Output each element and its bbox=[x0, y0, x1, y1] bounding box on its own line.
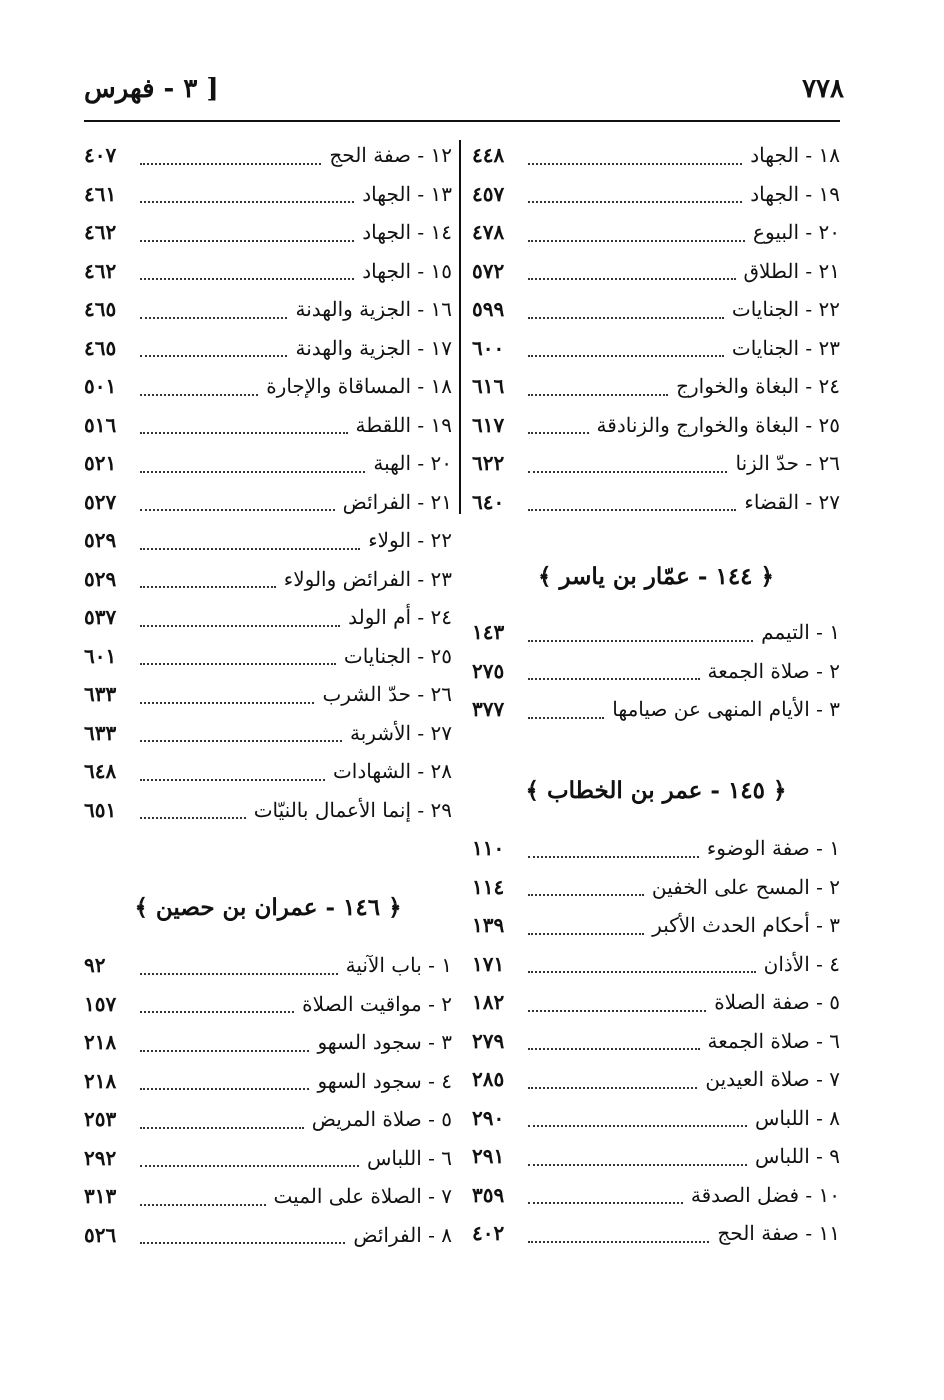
entry-page-number: ٢١٨ bbox=[84, 1068, 117, 1093]
index-entry bbox=[472, 652, 840, 691]
entry-title: ٢٤ - البغاة والخوارج bbox=[676, 374, 840, 399]
entry-page-number: ١٨٢ bbox=[472, 990, 505, 1015]
entry-page-number: ٢٩٢ bbox=[84, 1145, 117, 1170]
index-entry bbox=[84, 175, 452, 214]
entry-page-number: ٦١٧ bbox=[472, 412, 505, 437]
header-rule bbox=[84, 120, 840, 122]
index-entry bbox=[472, 983, 840, 1022]
index-entry bbox=[472, 829, 840, 868]
index-entry bbox=[84, 1177, 452, 1216]
entry-page-number: ٤٦٢ bbox=[84, 258, 117, 283]
entry-title: ٢ - المسح على الخفين bbox=[651, 874, 840, 899]
index-entry bbox=[472, 1176, 840, 1215]
entry-page-number: ٦٠١ bbox=[84, 643, 117, 668]
entry-title: ٢٠ - الهبة bbox=[373, 451, 452, 476]
dot-leader bbox=[528, 316, 724, 319]
dot-leader bbox=[140, 277, 354, 280]
entry-page-number: ٣١٣ bbox=[84, 1184, 117, 1209]
dot-leader bbox=[140, 624, 340, 627]
entry-page-number: ٦٣٣ bbox=[84, 682, 117, 707]
entry-page-number: ٤٦٢ bbox=[84, 220, 117, 245]
entry-page-number: ٢٥٣ bbox=[84, 1107, 117, 1132]
entry-page-number: ٤٠٧ bbox=[84, 143, 117, 168]
entry-title: ٢٣ - الفرائض والولاء bbox=[283, 566, 452, 591]
entry-page-number: ٥١٦ bbox=[84, 412, 117, 437]
dot-leader bbox=[528, 1009, 706, 1012]
dot-leader bbox=[528, 393, 668, 396]
index-entry bbox=[472, 290, 840, 329]
dot-leader bbox=[528, 508, 736, 511]
dot-leader bbox=[528, 639, 753, 642]
entry-title: ١ - التيمم bbox=[761, 620, 840, 645]
dot-leader bbox=[528, 162, 742, 165]
index-entry bbox=[84, 675, 452, 714]
entry-title: ٢٦ - حدّ الشرب bbox=[322, 682, 452, 707]
dot-leader bbox=[528, 970, 756, 973]
entry-title: ٢٥ - الجنايات bbox=[343, 643, 452, 668]
entry-page-number: ٢٧٥ bbox=[472, 658, 505, 683]
section-label: [ ٣ - فهرس bbox=[84, 74, 219, 104]
index-entry bbox=[472, 213, 840, 252]
entry-title: ٧ - صلاة العيدين bbox=[705, 1067, 840, 1092]
dot-leader bbox=[140, 972, 338, 975]
entry-page-number: ٢١٨ bbox=[84, 1030, 117, 1055]
right-list-a bbox=[472, 136, 840, 521]
dot-leader bbox=[528, 1163, 747, 1166]
dot-leader bbox=[140, 316, 287, 319]
entry-title: ٥ - صفة الصلاة bbox=[714, 990, 840, 1015]
dot-leader bbox=[140, 162, 321, 165]
dot-leader bbox=[140, 1010, 294, 1013]
entry-title: ١٩ - اللقطة bbox=[355, 412, 452, 437]
entry-title: ٢٠ - البيوع bbox=[753, 220, 840, 245]
index-entry bbox=[472, 1060, 840, 1099]
index-entry bbox=[84, 598, 452, 637]
dot-leader bbox=[140, 662, 336, 665]
dot-leader bbox=[528, 1047, 700, 1050]
index-entry bbox=[84, 791, 452, 830]
index-entry bbox=[472, 136, 840, 175]
index-entry bbox=[84, 290, 452, 329]
entry-title: ١٥ - الجهاد bbox=[362, 258, 452, 283]
entry-page-number: ٦٢٢ bbox=[472, 451, 505, 476]
entry-title: ٣ - الأيام المنهى عن صيامها bbox=[612, 697, 840, 722]
entry-page-number: ٤٤٨ bbox=[472, 143, 505, 168]
index-entry bbox=[84, 444, 452, 483]
index-entry bbox=[84, 329, 452, 368]
entry-title: ٢٣ - الجنايات bbox=[731, 335, 840, 360]
index-entry bbox=[84, 136, 452, 175]
entry-page-number: ٤٦٥ bbox=[84, 335, 117, 360]
index-entry bbox=[84, 714, 452, 753]
index-entry bbox=[472, 1022, 840, 1061]
entry-title: ١٣ - الجهاد bbox=[362, 181, 452, 206]
entry-title: ٢٢ - الولاء bbox=[368, 528, 452, 553]
entry-title: ٢ - صلاة الجمعة bbox=[707, 658, 840, 683]
entry-page-number: ٢٨٥ bbox=[472, 1067, 505, 1092]
dot-leader bbox=[140, 239, 354, 242]
index-entry bbox=[84, 521, 452, 560]
dot-leader bbox=[140, 778, 325, 781]
index-entry bbox=[84, 213, 452, 252]
entry-title: ٨ - الفرائض bbox=[353, 1222, 452, 1247]
dot-leader bbox=[528, 431, 589, 434]
entry-page-number: ١٤٣ bbox=[472, 620, 505, 645]
section-title-imran: ﴿ ١٤٦ - عمران بن حصين ﴾ bbox=[134, 893, 402, 921]
dot-leader bbox=[528, 855, 699, 858]
entry-page-number: ٥٢٦ bbox=[84, 1222, 117, 1247]
index-entry bbox=[84, 1062, 452, 1101]
entry-page-number: ٣٥٩ bbox=[472, 1182, 505, 1207]
dot-leader bbox=[140, 1087, 309, 1090]
index-entry bbox=[472, 1137, 840, 1176]
left-list-a bbox=[84, 136, 452, 829]
dot-leader bbox=[528, 354, 724, 357]
entry-page-number: ٥٩٩ bbox=[472, 297, 505, 322]
index-entry bbox=[472, 1214, 840, 1253]
entry-page-number: ٤٠٢ bbox=[472, 1221, 505, 1246]
entry-title: ٢٨ - الشهادات bbox=[332, 759, 452, 784]
entry-page-number: ٢٩١ bbox=[472, 1144, 505, 1169]
entry-title: ٢٩ - إنما الأعمال بالنيّات bbox=[253, 797, 452, 822]
index-entry bbox=[472, 329, 840, 368]
dot-leader bbox=[140, 739, 342, 742]
entry-title: ٢٧ - الأشربة bbox=[349, 720, 452, 745]
index-entry bbox=[472, 367, 840, 406]
index-entry bbox=[472, 483, 840, 522]
entry-title: ٩ - اللباس bbox=[754, 1144, 840, 1169]
entry-page-number: ٥٠١ bbox=[84, 374, 117, 399]
index-entry bbox=[84, 985, 452, 1024]
entry-title: ٦ - اللباس bbox=[366, 1145, 452, 1170]
dot-leader bbox=[528, 1201, 683, 1204]
entry-page-number: ٤٥٧ bbox=[472, 181, 505, 206]
entry-title: ٢٤ - أم الولد bbox=[348, 605, 452, 630]
dot-leader bbox=[140, 354, 287, 357]
left-section-b bbox=[84, 887, 452, 927]
index-entry bbox=[84, 946, 452, 985]
index-entry bbox=[472, 868, 840, 907]
entry-page-number: ٢٩٠ bbox=[472, 1105, 505, 1130]
entry-title: ١٤ - الجهاد bbox=[362, 220, 452, 245]
entry-page-number: ٤٦٥ bbox=[84, 297, 117, 322]
entry-title: ٢٥ - البغاة والخوارج والزنادقة bbox=[596, 412, 840, 437]
section-title-umar: ﴿ ١٤٥ - عمر بن الخطاب ﴾ bbox=[525, 776, 787, 804]
entry-page-number: ٤٧٨ bbox=[472, 220, 505, 245]
dot-leader bbox=[528, 677, 700, 680]
dot-leader bbox=[528, 932, 644, 935]
entry-page-number: ٦١٦ bbox=[472, 374, 505, 399]
index-entry bbox=[84, 1139, 452, 1178]
entry-title: ١٠ - فضل الصدقة bbox=[690, 1182, 840, 1207]
entry-title: ٤ - الأذان bbox=[763, 951, 840, 976]
index-entry bbox=[84, 367, 452, 406]
entry-title: ١٦ - الجزية والهدنة bbox=[295, 297, 452, 322]
index-entry bbox=[472, 945, 840, 984]
entry-title: ١٧ - الجزية والهدنة bbox=[295, 335, 452, 360]
entry-page-number: ٥٣٧ bbox=[84, 605, 117, 630]
left-list-b bbox=[84, 946, 452, 1254]
entry-title: ٢١ - الطلاق bbox=[743, 258, 840, 283]
entry-page-number: ٥٢١ bbox=[84, 451, 117, 476]
entry-title: ٥ - صلاة المريض bbox=[311, 1107, 452, 1132]
entry-title: ٢١ - الفرائض bbox=[342, 489, 452, 514]
right-section-c bbox=[472, 770, 840, 810]
dot-leader bbox=[528, 239, 745, 242]
entry-page-number: ١١٠ bbox=[472, 836, 505, 861]
dot-leader bbox=[140, 1241, 345, 1244]
dot-leader bbox=[140, 1049, 309, 1052]
entry-page-number: ٦٤٠ bbox=[472, 489, 505, 514]
entry-page-number: ١٥٧ bbox=[84, 991, 117, 1016]
right-list-c bbox=[472, 829, 840, 1253]
dot-leader bbox=[140, 470, 365, 473]
dot-leader bbox=[528, 1240, 709, 1243]
entry-page-number: ٥٢٧ bbox=[84, 489, 117, 514]
entry-title: ١٩ - الجهاد bbox=[750, 181, 840, 206]
entry-page-number: ٥٢٩ bbox=[84, 528, 117, 553]
entry-title: ٦ - صلاة الجمعة bbox=[707, 1028, 840, 1053]
index-entry bbox=[472, 906, 840, 945]
dot-leader bbox=[140, 1203, 266, 1206]
entry-title: ١ - صفة الوضوء bbox=[706, 836, 840, 861]
entry-title: ٨ - اللباس bbox=[754, 1105, 840, 1130]
section-title-ammar: ﴿ ١٤٤ - عمّار بن ياسر ﴾ bbox=[537, 562, 775, 590]
dot-leader bbox=[140, 508, 335, 511]
index-entry bbox=[84, 406, 452, 445]
entry-page-number: ٦٠٠ bbox=[472, 335, 505, 360]
index-entry bbox=[84, 1100, 452, 1139]
index-entry bbox=[472, 444, 840, 483]
entry-title: ٢٢ - الجنايات bbox=[731, 297, 840, 322]
index-entry bbox=[84, 752, 452, 791]
dot-leader bbox=[140, 393, 258, 396]
dot-leader bbox=[140, 701, 314, 704]
entry-title: ٣ - سجود السهو bbox=[317, 1030, 452, 1055]
entry-page-number: ٣٧٧ bbox=[472, 697, 505, 722]
dot-leader bbox=[140, 200, 354, 203]
entry-title: ٣ - أحكام الحدث الأكبر bbox=[652, 913, 840, 938]
entry-title: ١٨ - المساقاة والإجارة bbox=[266, 374, 452, 399]
entry-page-number: ١٧١ bbox=[472, 951, 505, 976]
index-entry bbox=[472, 175, 840, 214]
index-entry bbox=[84, 1216, 452, 1255]
index-entry bbox=[472, 613, 840, 652]
index-entry bbox=[84, 1023, 452, 1062]
dot-leader bbox=[140, 585, 276, 588]
entry-page-number: ١٣٩ bbox=[472, 913, 505, 938]
entry-title: ١ - باب الآنية bbox=[345, 953, 452, 978]
index-entry bbox=[472, 690, 840, 729]
page-number: ٧٧٨ bbox=[802, 74, 844, 104]
dot-leader bbox=[140, 547, 360, 550]
entry-title: ١١ - صفة الحج bbox=[717, 1221, 840, 1246]
dot-leader bbox=[140, 1126, 304, 1129]
entry-title: ٧ - الصلاة على الميت bbox=[273, 1184, 452, 1209]
dot-leader bbox=[140, 1164, 359, 1167]
entry-page-number: ٥٢٩ bbox=[84, 566, 117, 591]
index-entry bbox=[472, 1099, 840, 1138]
index-entry bbox=[84, 252, 452, 291]
entry-page-number: ٥٧٢ bbox=[472, 258, 505, 283]
right-list-b bbox=[472, 613, 840, 729]
dot-leader bbox=[528, 716, 604, 719]
dot-leader bbox=[528, 200, 742, 203]
column-divider bbox=[459, 140, 461, 514]
entry-page-number: ٤٦١ bbox=[84, 181, 117, 206]
entry-title: ٢٦ - حدّ الزنا bbox=[735, 451, 840, 476]
entry-page-number: ٩٢ bbox=[84, 953, 106, 978]
dot-leader bbox=[528, 470, 727, 473]
dot-leader bbox=[528, 893, 644, 896]
index-entry bbox=[472, 252, 840, 291]
index-entry bbox=[84, 560, 452, 599]
entry-page-number: ٦٤٨ bbox=[84, 759, 117, 784]
entry-title: ١٢ - صفة الحج bbox=[329, 143, 452, 168]
index-entry bbox=[84, 483, 452, 522]
right-section-b bbox=[472, 556, 840, 596]
entry-page-number: ٦٥١ bbox=[84, 797, 117, 822]
dot-leader bbox=[528, 1086, 697, 1089]
dot-leader bbox=[140, 816, 246, 819]
entry-page-number: ١١٤ bbox=[472, 874, 505, 899]
entry-title: ٢٧ - القضاء bbox=[744, 489, 840, 514]
index-entry bbox=[472, 406, 840, 445]
entry-title: ٢ - مواقيت الصلاة bbox=[302, 991, 452, 1016]
dot-leader bbox=[528, 277, 736, 280]
index-entry bbox=[84, 637, 452, 676]
entry-page-number: ٢٧٩ bbox=[472, 1028, 505, 1053]
entry-page-number: ٦٣٣ bbox=[84, 720, 117, 745]
entry-title: ١٨ - الجهاد bbox=[750, 143, 840, 168]
dot-leader bbox=[140, 431, 348, 434]
entry-title: ٤ - سجود السهو bbox=[317, 1068, 452, 1093]
dot-leader bbox=[528, 1124, 747, 1127]
